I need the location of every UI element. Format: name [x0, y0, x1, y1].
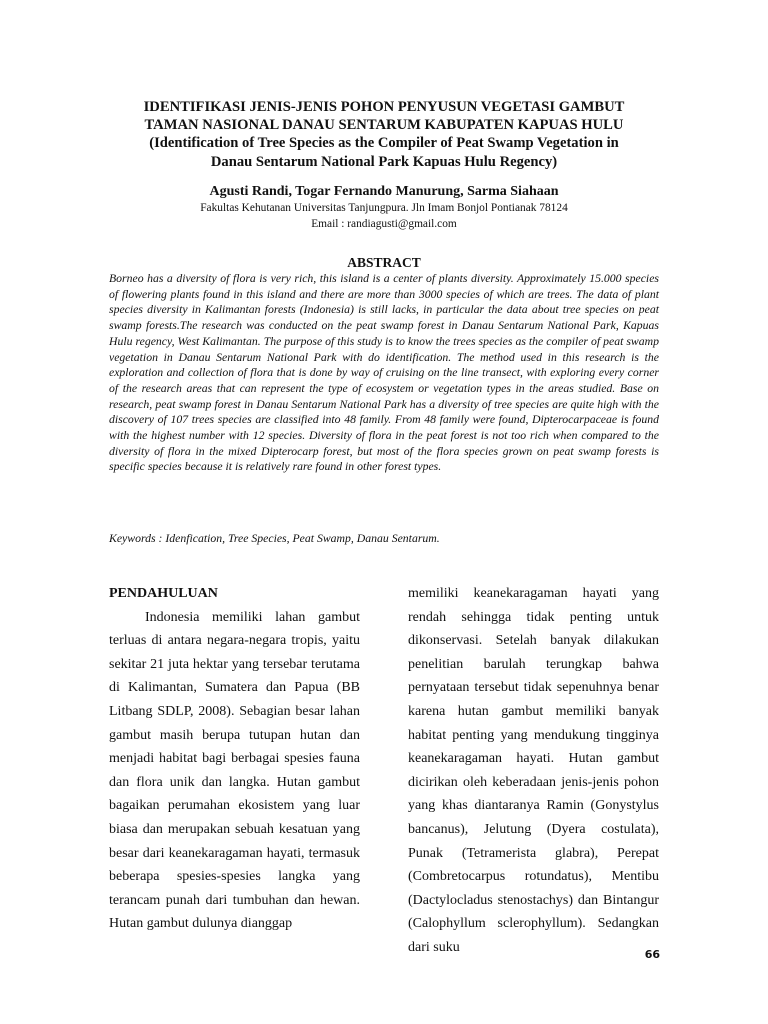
section-heading: PENDAHULUAN	[109, 586, 218, 601]
title-line: IDENTIFIKASI JENIS-JENIS POHON PENYUSUN VEGETASI GAMBUT	[143, 99, 625, 115]
affiliation: Fakultas Kehutanan Universitas Tanjungpura. Jln Imam Bonjol Pontianak 78124	[200, 202, 568, 214]
authors: Agusti Randi, Togar Fernando Manurung, Sarma Siahaan	[209, 184, 559, 199]
title-line: TAMAN NASIONAL DANAU SENTARUM KABUPATEN KAPUAS HULU	[144, 117, 624, 134]
left-column	[109, 582, 360, 936]
body-paragraph: memiliki keanekaragaman hayati yang rendah sehingga tidak penting untuk dikonservasi. Setelah banyak dilakukan penelitian barulah terungkap bahwa pernyataan tersebut tidak sepenuhnya benar karena hutan gambut memiliki banyak habitat penting yang mendukung tingginya keanekaragaman hayati. Hutan gambut dicirikan oleh keberadaan jenis-jenis pohon yang khas diantaranya Ramin (Gonystylus bancanus), Jelutung (Dyera costulata), Punak (Tetramerista glabra), Perepat (Combretocarpus rotundatus), Mentibu (Dactylocladus stenostachys) dan Bintangur (Calophyllum sclerophyllum). Sedangkan dari suku	[408, 586, 659, 955]
page-number: 66	[644, 948, 660, 961]
email: Email : randiagusti@gmail.com	[311, 217, 457, 230]
affiliation-block	[100, 201, 668, 232]
paper-title	[100, 98, 668, 171]
abstract-heading: ABSTRACT	[347, 255, 421, 270]
body-paragraph: Indonesia memiliki lahan gambut terluas di antara negara-negara tropis, yaitu sekitar 21 juta hektar yang tersebar terutama di Kalimantan, Sumatera dan Papua (BB Litbang SDLP, 2008). Sebagian besar lahan gambut masih berupa tutupan hutan dan menjadi habitat bagi berbagai spesies fauna dan flora unik dan langka. Hutan gambut bagaikan perumahan ekosistem yang luar biasa dan merupakan sebuah kesatuan yang besar dari keanekaragaman hayati, termasuk beberapa spesies-spesies langka yang terancam punah dari tumbuhan dan hewan. Hutan gambut dulunya dianggap	[109, 609, 360, 932]
english-title-line: (Identification of Tree Species as the Compiler of Peat Swamp Vegetation in	[149, 135, 619, 152]
keywords: Keywords : Idenfication, Tree Species, Peat Swamp, Danau Sentarum.	[109, 532, 440, 545]
abstract-body: Borneo has a diversity of flora is very rich, this island is a center of plants diversity. Approximately 15.000 species of flowering plants found in this island and there are more than 3000 species of which are trees. The data of plant species diversity in Kalimantan forests (Indonesia) is still lacks, in particular the data about tree species on peat swamp forests.The research was conducted on the peat swamp forest in Danau Sentarum National Park, Kapuas Hulu regency, West Kalimantan. The purpose of this study is to know the trees species as the compiler of peat swamp vegetation in Danau Sentarum National Park with do identification. The method used in this research is the exploration and collection of flora that is done by way of cruising on the line transect, with exploring every corner of the research areas that can represent the type of ecosystem or vegetation types in the areas studied. Base on research, peat swamp forest in Danau Sentarum National Park has a diversity of tree species are quite high with the discovery of 107 trees species are classified into 48 family. From 48 family were found, Dipterocarpaceae is found with the highest number with 12 species. Diversity of flora in the peat forest is not too rich when compared to the diversity of flora in the mixed Dipterocarp forest, but most of the flora species grown on peat swamp forests is specific species because it is relatively rare found in other forest types.	[109, 272, 659, 474]
right-column	[408, 582, 659, 960]
english-title-line: Danau Sentarum National Park Kapuas Hulu Regency)	[210, 153, 558, 170]
